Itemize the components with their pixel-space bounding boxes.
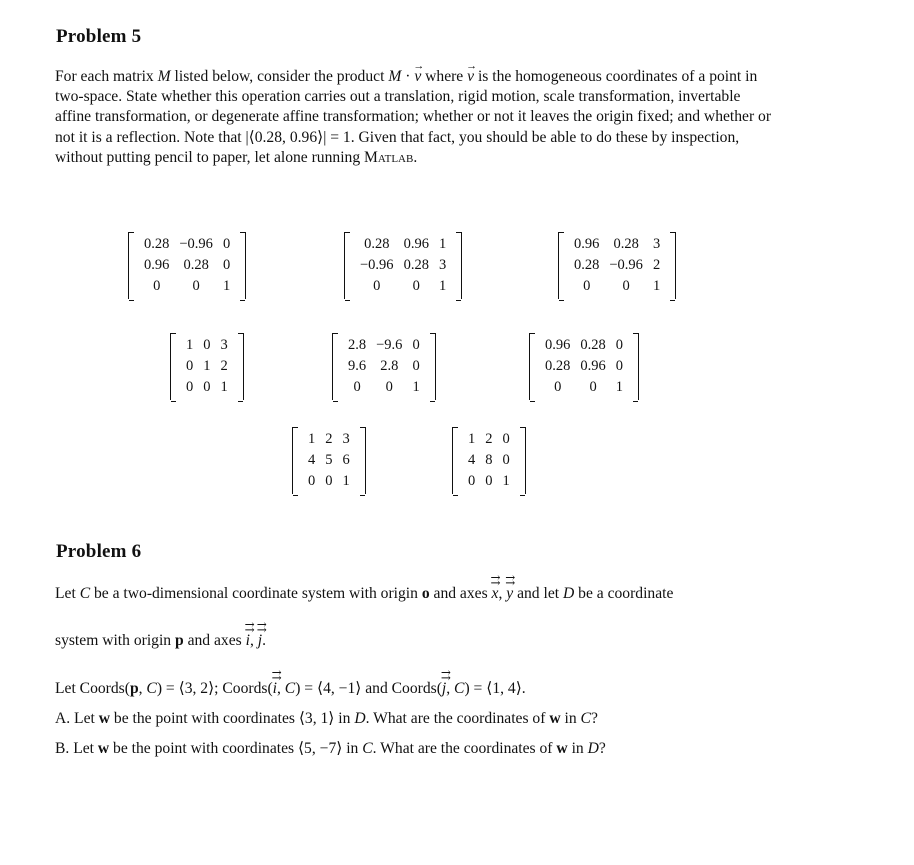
matrix-2 <box>344 232 462 299</box>
text-fragment: C <box>580 710 591 727</box>
matrix-entry: 0 <box>554 379 562 395</box>
matrix-entry: −0.96 <box>360 257 394 273</box>
text-fragment: w <box>549 710 561 727</box>
matrix-entry: 0 <box>192 278 200 294</box>
text-fragment: be the point with coordinates ⟨5, −7⟩ in <box>109 740 363 757</box>
matrix-6-table <box>540 335 628 398</box>
matrix-entry: 3 <box>342 431 350 447</box>
matrix-entry: 0 <box>589 379 597 395</box>
matrix-entry: −9.6 <box>376 337 403 353</box>
problem-5-title: Problem 5 <box>56 26 142 47</box>
matrix-entry: 0.28 <box>144 236 170 252</box>
matrix-entry: 1 <box>468 431 476 447</box>
matrix-entry: 9.6 <box>348 358 367 374</box>
matrix-entry: 0 <box>186 379 194 395</box>
matrix-bracket <box>129 232 134 301</box>
matrix-entry: 1 <box>186 337 194 353</box>
matrix-entry: 4 <box>308 452 316 468</box>
matrix-entry: 0 <box>153 278 161 294</box>
intro-text-2: listed below, consider the product <box>170 68 389 85</box>
matrix-entry: 0 <box>412 337 420 353</box>
text-fragment: , <box>446 680 455 697</box>
matrix-bracket <box>453 427 458 496</box>
text-fragment: . What are the coordinates of <box>365 710 550 727</box>
matrix-8-table <box>463 429 515 492</box>
matrix-entry: 0.28 <box>364 236 390 252</box>
text-fragment: B. Let <box>55 740 98 757</box>
matrix-bracket <box>559 232 564 301</box>
axis-x: ⇉ x <box>492 585 499 603</box>
matrix-entry: 0 <box>583 278 591 294</box>
matrix-entry: 0 <box>353 379 361 395</box>
matrix-entry: 1 <box>438 236 447 252</box>
matrix-bracket <box>633 333 638 402</box>
matrix-entry: −0.96 <box>609 257 643 273</box>
matrix-entry: 1 <box>438 278 447 294</box>
matrix-bracket <box>456 232 461 301</box>
matrix-entry: 0.28 <box>183 257 209 273</box>
matrix-bracket <box>238 333 243 402</box>
matrix-entry: 0.28 <box>545 358 571 374</box>
intro-end: . <box>413 148 418 166</box>
matrix-7 <box>292 427 366 494</box>
intro-text-4: is the homogeneous coordinates of a point in two-space. State whether this operation carries out a translation, rigid motion, scale transformation, invertable affine transformation, or degenerate affine transformation; whether or not it leaves the origin fixed; and whether or not it is a reflection. Note that |⟨0.28, 0.96⟩| = 1. Given that fact, you should be able to do these by inspection, without putting pencil to paper, let alone running <box>55 68 772 166</box>
matrix-entry: 0.28 <box>613 236 639 252</box>
text-fragment: Let <box>55 585 80 602</box>
matrix-entry: 1 <box>615 379 623 395</box>
matrix-entry: 0 <box>308 473 316 489</box>
text-fragment: ) = ⟨1, 4⟩. <box>464 680 526 697</box>
axis-j: ⇉ j <box>442 680 446 698</box>
matrix-entry: 1 <box>342 473 350 489</box>
matrix-3-table <box>569 234 665 297</box>
text-fragment: A. Let <box>55 710 99 727</box>
matrix-entry: 0 <box>373 278 381 294</box>
matrix-entry: 0 <box>622 278 630 294</box>
matrix-entry: 0.28 <box>403 257 429 273</box>
problem-6-line-1 <box>55 585 673 603</box>
matrix-4 <box>170 333 244 400</box>
matrix-entry: 1 <box>652 278 661 294</box>
matrix-entry: 0 <box>203 379 211 395</box>
matrix-3 <box>558 232 676 299</box>
matrix-bracket <box>530 333 535 402</box>
matrix-entry: 2 <box>220 358 228 374</box>
text-fragment: ? <box>590 710 598 727</box>
matrix-entry: 0 <box>325 473 333 489</box>
matrix-7-table <box>303 429 355 492</box>
coord-system-C: C <box>79 585 91 602</box>
matrix-entry: 2 <box>652 257 661 273</box>
text-fragment: be a coordinate <box>574 585 674 602</box>
matrix-entry: 0 <box>222 257 231 273</box>
matrix-entry: −0.96 <box>179 236 213 252</box>
matrix-entry: 3 <box>438 257 447 273</box>
axis-i: ⇉ i <box>273 680 277 698</box>
text-fragment: and axes <box>429 585 492 602</box>
text-fragment: system with origin <box>55 632 175 649</box>
text-fragment: ? <box>598 740 606 757</box>
matrix-symbol: M <box>157 68 171 85</box>
text-fragment: Let Coords( <box>55 680 130 697</box>
text-fragment: . What are the coordinates of <box>372 740 557 757</box>
coord-system-D: D <box>562 585 575 602</box>
matrix-5-table <box>343 335 425 398</box>
matrix-bracket <box>333 333 338 402</box>
text-fragment: ) = ⟨4, −1⟩ and Coords( <box>295 680 442 697</box>
problem-5-intro <box>55 67 775 168</box>
text-fragment: C <box>284 680 296 697</box>
axis-i: ⇉ i <box>246 632 250 650</box>
intro-text-3: where <box>421 68 468 85</box>
matrix-entry: 3 <box>220 337 228 353</box>
axis-j: ⇉ j <box>258 632 262 650</box>
text-fragment: in <box>560 710 581 727</box>
matrix-entry: 0 <box>385 379 393 395</box>
matrix-1-table <box>139 234 235 297</box>
text-fragment: be the point with coordinates ⟨3, 1⟩ in <box>110 710 355 727</box>
intro-text-1: For each matrix <box>55 68 158 85</box>
matrix-entry: 1 <box>203 358 211 374</box>
text-fragment: p <box>129 680 139 697</box>
matrix-entry: 8 <box>485 452 493 468</box>
text-fragment: w <box>556 740 568 757</box>
matrix-2-table <box>355 234 451 297</box>
matrix-entry: 3 <box>652 236 661 252</box>
matrix-entry: 2.8 <box>380 358 399 374</box>
origin-o: o <box>421 585 430 602</box>
problem-6-part-b <box>55 739 606 758</box>
text-fragment: ) = ⟨3, 2⟩; Coords( <box>156 680 273 697</box>
matrix-8 <box>452 427 526 494</box>
problem-6-line-3 <box>55 679 526 698</box>
text-fragment: C <box>362 740 373 757</box>
origin-p: p <box>174 632 184 649</box>
matrix-entry: 0 <box>186 358 194 374</box>
matrix-symbol: M <box>388 68 402 85</box>
matrix-bracket <box>345 232 350 301</box>
matrix-bracket <box>430 333 435 402</box>
matrix-5 <box>332 333 436 400</box>
dot-operator: · <box>401 68 415 85</box>
matrix-6 <box>529 333 639 400</box>
matlab-name: Matlab <box>364 148 414 166</box>
matrix-entry: 6 <box>342 452 350 468</box>
text-fragment: be a two-dimensional coordinate system with origin <box>90 585 422 602</box>
text-fragment: and let <box>513 585 563 602</box>
text-fragment: , <box>498 585 507 602</box>
text-fragment: , <box>138 680 147 697</box>
text-fragment: D <box>587 740 599 757</box>
axis-y: ⇉ y <box>506 585 513 603</box>
matrix-entry: 1 <box>412 379 420 395</box>
matrix-4-table <box>181 335 233 398</box>
text-fragment: in <box>567 740 588 757</box>
matrix-entry: 0 <box>615 337 623 353</box>
matrix-entry: 0.96 <box>144 257 170 273</box>
matrix-entry: 0.96 <box>403 236 429 252</box>
text-fragment: . <box>262 632 266 649</box>
matrix-entry: 2 <box>485 431 493 447</box>
matrix-entry: 1 <box>220 379 228 395</box>
matrix-entry: 0.96 <box>580 358 606 374</box>
matrix-entry: 0.96 <box>545 337 571 353</box>
text-fragment: w <box>97 740 110 757</box>
matrix-bracket <box>360 427 365 496</box>
text-fragment: and axes <box>183 632 246 649</box>
problem-6-line-2 <box>55 632 266 650</box>
matrix-entry: 0 <box>468 473 476 489</box>
matrix-bracket <box>520 427 525 496</box>
text-fragment: D <box>354 710 366 727</box>
vector-v: → v <box>414 67 421 87</box>
text-fragment: C <box>454 680 465 697</box>
vector-v: → v <box>467 67 474 87</box>
matrix-entry: 0 <box>485 473 493 489</box>
matrix-entry: 1 <box>502 473 510 489</box>
matrix-entry: 0.96 <box>574 236 600 252</box>
matrix-bracket <box>171 333 176 402</box>
matrix-bracket <box>293 427 298 496</box>
text-fragment: C <box>146 680 157 697</box>
text-fragment: , <box>249 632 258 649</box>
matrix-entry: 0.28 <box>574 257 600 273</box>
matrix-1 <box>128 232 246 299</box>
text-fragment: , <box>277 680 285 697</box>
matrix-entry: 5 <box>325 452 333 468</box>
matrix-entry: 0.28 <box>580 337 606 353</box>
matrix-entry: 1 <box>308 431 316 447</box>
matrix-entry: 2.8 <box>348 337 367 353</box>
matrix-entry: 0 <box>222 236 231 252</box>
matrix-bracket <box>670 232 675 301</box>
matrix-entry: 0 <box>412 358 420 374</box>
problem-6-part-a <box>55 709 598 728</box>
matrix-entry: 4 <box>468 452 476 468</box>
matrix-entry: 0 <box>203 337 211 353</box>
matrix-entry: 0 <box>412 278 420 294</box>
problem-6-title: Problem 6 <box>56 541 142 562</box>
matrix-entry: 0 <box>502 431 510 447</box>
matrix-entry: 0 <box>615 358 623 374</box>
text-fragment: w <box>98 710 111 727</box>
matrix-entry: 0 <box>502 452 510 468</box>
matrix-entry: 1 <box>222 278 231 294</box>
matrix-bracket <box>240 232 245 301</box>
matrix-entry: 2 <box>325 431 333 447</box>
